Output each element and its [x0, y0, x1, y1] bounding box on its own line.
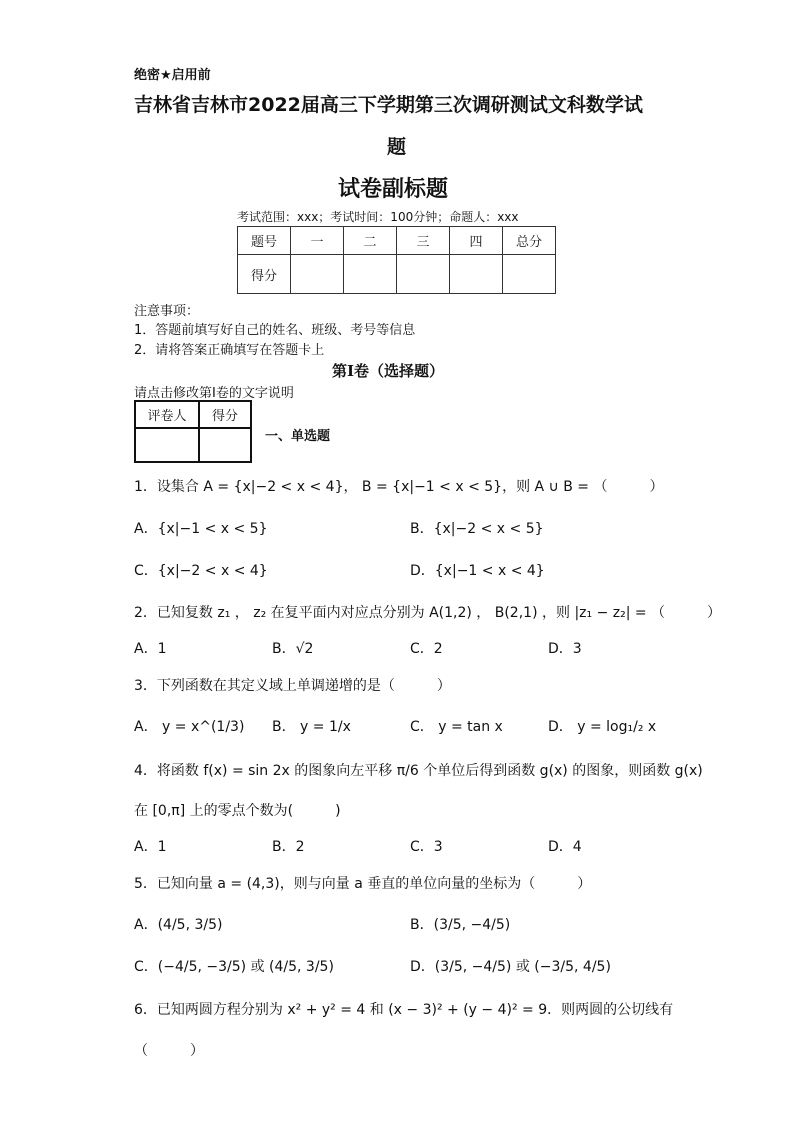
exam-title-line2: 题 [387, 136, 407, 158]
question-4-option-a: A．1 [134, 839, 167, 855]
score-header-cell: 四 [450, 227, 503, 255]
question-1-option-a: A．{x|−1 < x < 5} [134, 521, 268, 537]
exam-title-line1: 吉林省吉林市2022届高三下学期第三次调研测试文科数学试 [134, 94, 643, 116]
grader-table [134, 400, 252, 463]
score-header-cell: 二 [344, 227, 397, 255]
question-3-option-a: A． y = x^(1/3) [134, 719, 245, 735]
question-6-stem: 6．已知两圆方程分别为 x² + y² = 4 和 (x − 3)² + (y − 4)² = 9．则两圆的公切线有 [134, 1002, 674, 1018]
score-header-cell: 三 [397, 227, 450, 255]
score-row-label: 得分 [238, 255, 291, 294]
volume-hint: 请点击修改第I卷的文字说明 [134, 386, 294, 401]
notice-title: 注意事项： [134, 304, 200, 319]
score-blank-cell [291, 255, 344, 294]
question-4-option-c: C．3 [410, 839, 443, 855]
question-5-option-c: C．(−4/5, −3/5) 或 (4/5, 3/5) [134, 959, 334, 975]
score-header-cell: 总分 [503, 227, 556, 255]
question-1-stem: 1．设集合 A = {x|−2 < x < 4}， B = {x|−1 < x < 5}，则 A ∪ B = （ ） [134, 479, 664, 495]
notice-item: 2．请将答案正确填写在答题卡上 [134, 343, 325, 358]
volume-title: 第I卷（选择题） [332, 362, 445, 380]
section-title: 一、单选题 [265, 429, 331, 444]
grader-header-cell: 评卷人 [135, 401, 199, 428]
question-4-stem-line1: 4．将函数 f(x) = sin 2x 的图象向左平移 π/6 个单位后得到函数 g(x) 的图象，则函数 g(x) [134, 763, 703, 779]
exam-subtitle: 试卷副标题 [338, 177, 449, 202]
question-5-option-d: D．(3/5, −4/5) 或 (−3/5, 4/5) [410, 959, 611, 975]
question-1-option-d: D．{x|−1 < x < 4} [410, 563, 545, 579]
question-4-option-b: B．2 [272, 839, 305, 855]
question-4-option-d: D．4 [548, 839, 582, 855]
grader-blank-cell [199, 428, 251, 462]
grader-blank-cell [135, 428, 199, 462]
question-5-option-a: A．(4/5, 3/5) [134, 917, 223, 933]
question-4-stem-line2: 在 [0,π] 上的零点个数为( ) [134, 803, 341, 819]
question-2-option-c: C．2 [410, 641, 443, 657]
score-header-cell: 一 [291, 227, 344, 255]
question-5-stem: 5．已知向量 a = (4,3)，则与向量 a 垂直的单位向量的坐标为（ ） [134, 876, 592, 892]
question-1-option-b: B．{x|−2 < x < 5} [410, 521, 544, 537]
question-6-paren: （ ） [134, 1043, 204, 1059]
question-5-option-b: B．(3/5, −4/5) [410, 917, 511, 933]
exam-info: 考试范围：xxx；考试时间：100分钟；命题人：xxx [237, 210, 519, 224]
score-blank-cell [344, 255, 397, 294]
question-3-option-d: D． y = log₁/₂ x [548, 719, 657, 735]
question-2-option-b: B．√2 [272, 641, 314, 657]
secret-mark: 绝密★启用前 [134, 68, 211, 83]
question-3-option-b: B． y = 1/x [272, 719, 351, 735]
score-blank-cell [397, 255, 450, 294]
score-table [237, 226, 556, 294]
grader-header-cell: 得分 [199, 401, 251, 428]
score-header-cell: 题号 [238, 227, 291, 255]
question-1-option-c: C．{x|−2 < x < 4} [134, 563, 268, 579]
score-blank-cell [450, 255, 503, 294]
question-2-stem: 2．已知复数 z₁ ， z₂ 在复平面内对应点分别为 A(1,2) ， B(2,1) ，则 |z₁ − z₂| = （ ） [134, 605, 722, 621]
question-2-option-d: D．3 [548, 641, 582, 657]
score-blank-cell [503, 255, 556, 294]
question-2-option-a: A．1 [134, 641, 167, 657]
notice-item: 1．答题前填写好自己的姓名、班级、考号等信息 [134, 323, 416, 338]
question-3-option-c: C． y = tan x [410, 719, 503, 735]
question-3-stem: 3．下列函数在其定义域上单调递增的是（ ） [134, 678, 451, 694]
